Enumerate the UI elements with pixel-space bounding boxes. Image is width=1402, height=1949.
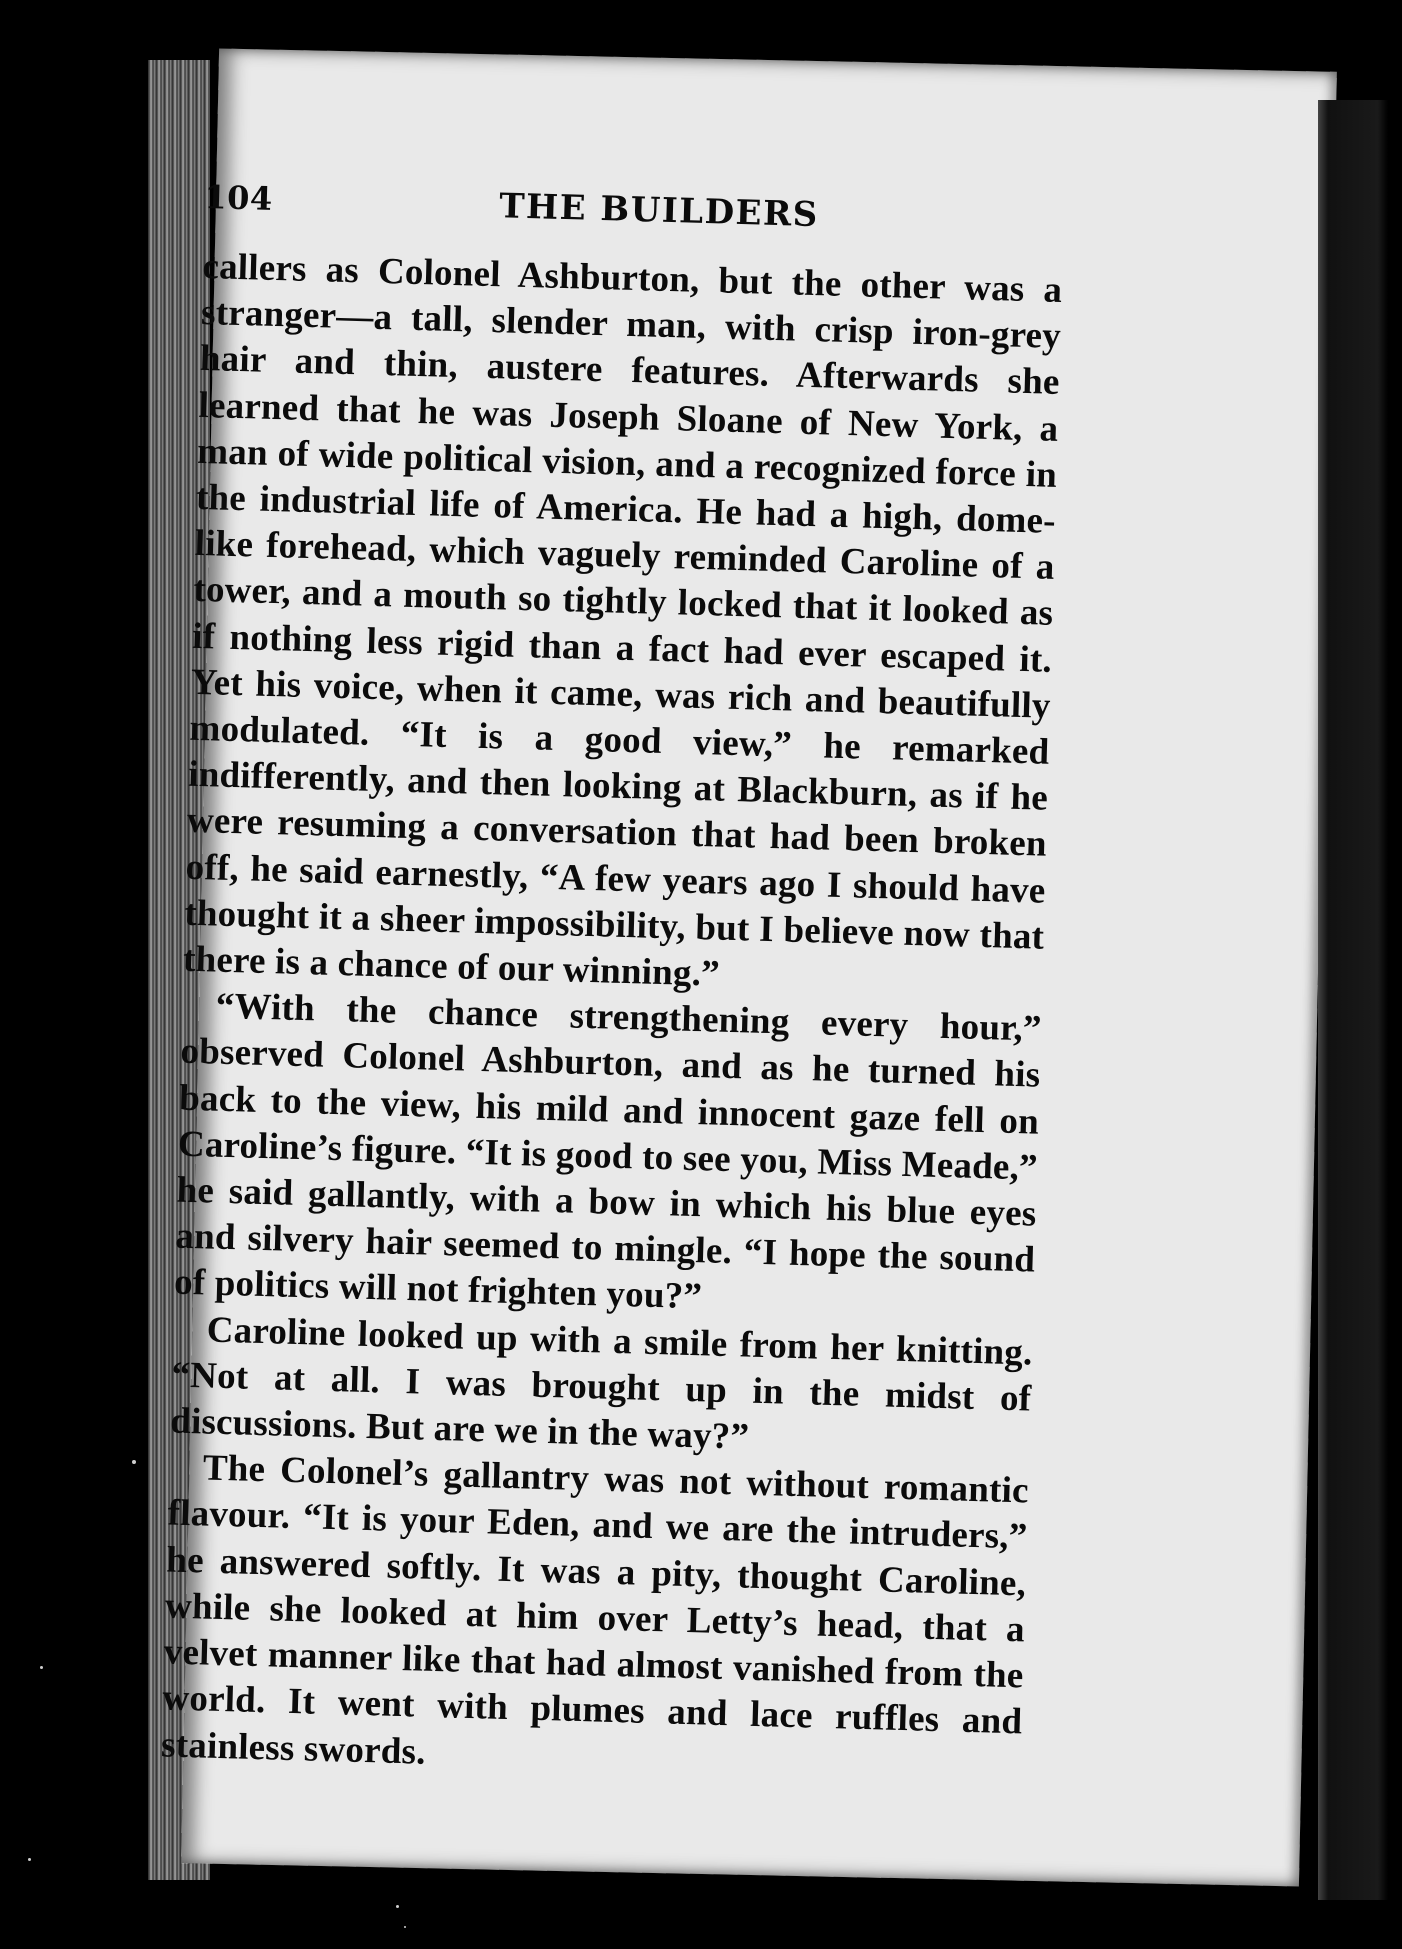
- paragraph: Caroline looked up with a smile from her knitting. “Not at all. I was brought up in the midst of discussions. But are we in the way?”: [169, 1309, 1034, 1458]
- paragraph: callers as Colonel Ashburton, but the other was a stranger—a tall, slender man, with crisp iron-grey hair and thin, austere features. Afterwards she learned that he was Joseph Sloane of New York, a man of wide political vision, and a recognized force in the industrial life of America. He had a high, dome-like forehead, which vaguely reminded Caroline of a tower, and a mouth so tightly locked that it looked as if nothing less rigid than a fact had ever escaped it. Yet his voice, when it came, was rich and beautifully modulated. “It is a good view,” he remarked indifferently, and then looking at Blackburn, as if he were resuming a conversation that had been broken off, he said earnestly, “A few years ago I should have thought it a sheer impossibility, but I believe now that there is a chance of our winning.”: [182, 245, 1063, 995]
- book-title: THE BUILDERS: [498, 186, 820, 236]
- body-text: [161, 244, 1063, 1792]
- paragraph: “With the chance strengthening every hour,” observed Colonel Ashburton, and as he turned his back to the view, his mild and innocent gaze fell on Caroline’s figure. “It is good to see you, Miss Meade,” he said gallantly, with a bow in which his blue eyes and silvery hair seemed to mingle. “I hope the sound of politics will not frighten you?”: [173, 985, 1043, 1318]
- paragraph: The Colonel’s gallantry was not without romantic flavour. “It is your Eden, and we are the intruders,” he answered softly. It was a pity, thought Caroline, while she looked at him over Letty’s head, that a velvet manner like that had almost vanished from the world. It went with plumes and lace ruffles and stainless swords.: [160, 1447, 1030, 1773]
- page-number: 104: [203, 178, 274, 218]
- page-content: [161, 178, 1065, 1792]
- right-gutter: [1318, 100, 1388, 1900]
